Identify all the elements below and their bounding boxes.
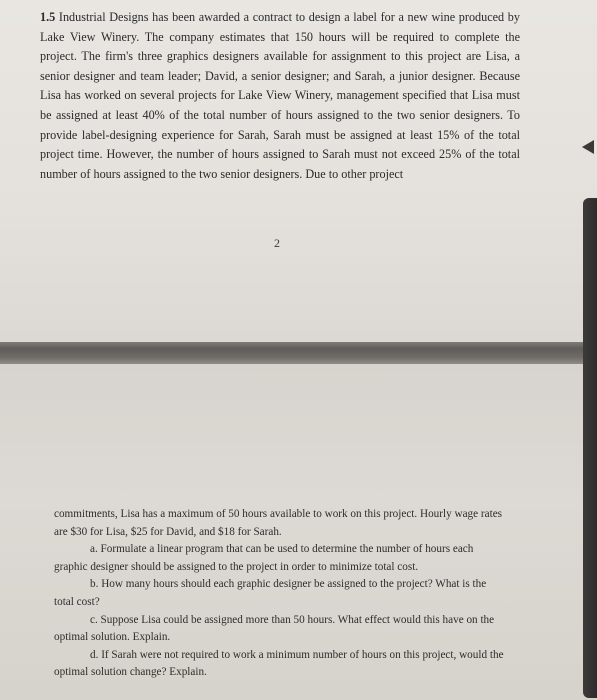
problem-intro-text: Industrial Designs has been awarded a contract to design a label for a new wine produced by Lake View Winery. The company estimates that 150 hours will be required to complete the project. The firm's three graphics designers available for assignment to this project are Lisa, a senior designer and team leader; David, a senior designer; and Sarah, a junior designer. Because Lisa has worked on several projects for Lake View Winery, management specified that Lisa must be assigned at least 40% of the total number of hours assigned to the two senior designers. To provide label-designing experience for Sarah, Sarah must be assigned at least 15% of the total project time. However, the number of hours assigned to Sarah must not exceed 25% of the total number of hours assigned to the two senior designers. Due to other project — [40, 10, 520, 181]
question-part-a: a. Formulate a linear program that can be used to determine the number of hours each graphic designer should be assigned to the project in order to minimize total cost. — [54, 543, 474, 573]
question-part-b: b. How many hours should each graphic designer be assigned to the project? What is the total cost? — [54, 578, 487, 608]
problem-number: 1.5 — [40, 10, 56, 24]
upper-page-sheet — [0, 0, 597, 342]
problem-continuation-block — [54, 506, 506, 682]
page-gap-divider — [0, 342, 597, 364]
question-part-c: c. Suppose Lisa could be assigned more than 50 hours. What effect would this have on the optimal solution. Explain. — [54, 613, 495, 644]
problem-intro-paragraph — [40, 8, 520, 184]
scroll-edge-handle[interactable] — [583, 198, 597, 698]
page-number: 2 — [274, 236, 280, 250]
lower-page-sheet — [0, 364, 597, 700]
pointer-arrow-icon — [582, 140, 594, 154]
question-part-d: d. If Sarah were not required to work a minimum number of hours on this project, would the optimal solution change? Explain. — [54, 648, 504, 679]
continuation-paragraph: commitments, Lisa has a maximum of 50 hours available to work on this project. Hourly wage rates are $30 for Lisa, $25 for David, and $18 for Sarah. — [54, 508, 503, 538]
